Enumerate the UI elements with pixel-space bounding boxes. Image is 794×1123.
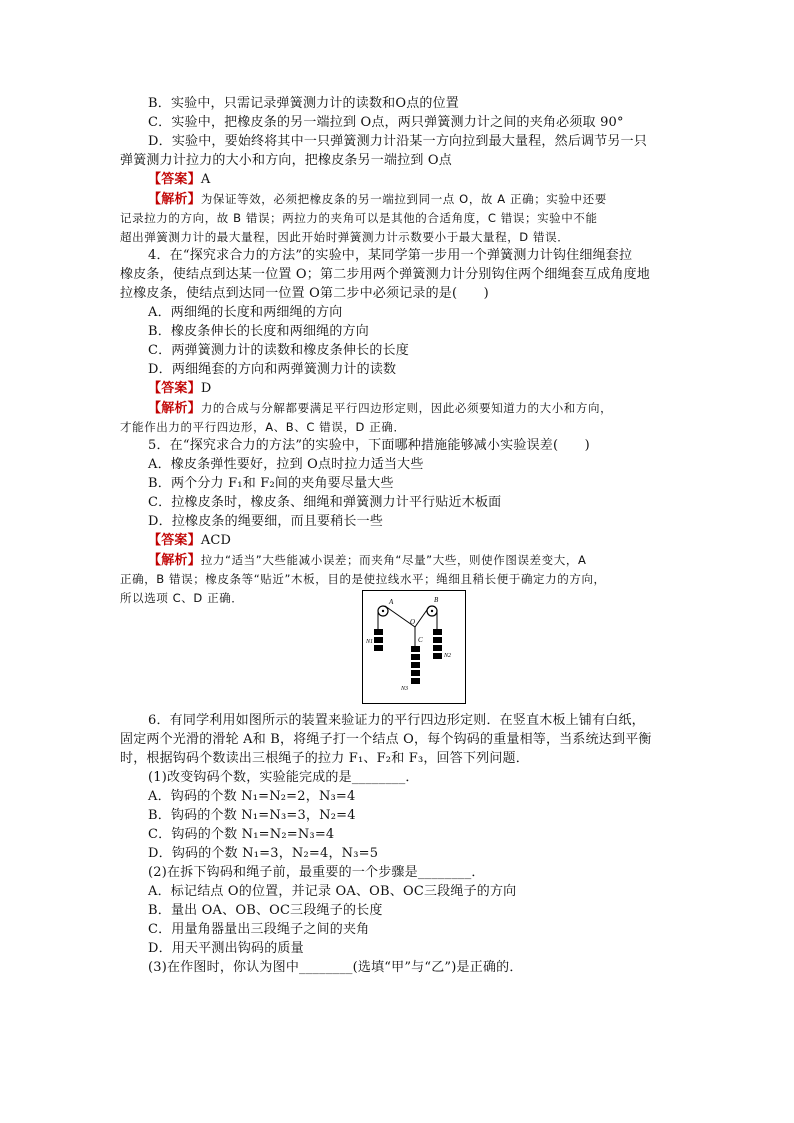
q6-part1-option-b: B．钩码的个数 N₁=N₃=3，N₂=4	[148, 808, 356, 823]
q3-answer	[148, 171, 210, 189]
q6-part1-option-a: A．钩码的个数 N₁=N₂=2，N₃=4	[148, 789, 356, 804]
explanation-label: 【解析】	[148, 401, 201, 416]
q3-option-d-line1: D．实验中，要始终将其中一只弹簧测力计沿某一方向拉到最大量程，然后调节另一只	[148, 134, 648, 149]
label-o: O	[410, 618, 416, 626]
explanation-text: 为保证等效，必须把橡皮条的另一端拉到同一点 O，故 A 正确；实验中还要	[200, 192, 607, 206]
answer-label: 【答案】	[148, 172, 201, 187]
q6-stem-line1: 6．有同学利用如图所示的装置来验证力的平行四边形定则．在竖直木板上铺有白纸，	[148, 713, 645, 728]
q4-answer	[148, 380, 211, 398]
q4-option-d: D．两细绳套的方向和两弹簧测力计的读数	[148, 362, 397, 377]
weights-n1	[374, 629, 383, 651]
label-n3: N3	[401, 686, 409, 692]
label-b: B	[434, 596, 439, 604]
explanation-label: 【解析】	[148, 192, 201, 207]
explanation-text: 力的合成与分解都要满足平行四边形定则，因此必须要知道力的大小和方向，	[200, 401, 613, 415]
weights-n3	[411, 646, 420, 684]
q6-part1-stem: (1)改变钩码个数，实验能完成的是________．	[148, 770, 419, 785]
label-n2: N2	[444, 653, 452, 659]
q6-stem-line3: 时，根据钩码个数读出三根绳子的拉力 F₁、F₂和 F₃，回答下列问题．	[120, 751, 529, 766]
q5-option-d: D．拉橡皮条的绳要细，而且要稍长一些	[148, 514, 384, 529]
q5-explanation-line1	[148, 551, 586, 570]
label-n1: N1	[366, 639, 374, 645]
q5-explanation-line2: 正确，B 错误；橡皮条等“贴近”木板，目的是使拉线水平；绳细且稍长便于确定力的方向，	[120, 572, 606, 586]
q3-option-d-line2: 弹簧测力计拉力的大小和方向，把橡皮条另一端拉到 O点	[120, 153, 452, 168]
answer-label: 【答案】	[148, 533, 201, 548]
q6-part1-option-d: D．钩码的个数 N₁=3，N₂=4，N₃=5	[148, 846, 379, 861]
q6-part2-option-b: B．量出 OA、OB、OC三段绳子的长度	[148, 903, 383, 918]
q3-option-c: C．实验中，把橡皮条的另一端拉到 O点，两只弹簧测力计之间的夹角必须取 90°	[148, 115, 624, 130]
answer-value: ACD	[200, 533, 232, 548]
explanation-text: 拉力“适当”大些能减小误差；而夹角“尽量”大些，则使作图误差变大，A	[200, 553, 587, 567]
q5-option-b: B．两个分力 F₁和 F₂间的夹角要尽量大些	[148, 476, 394, 491]
q5-answer	[148, 532, 231, 550]
q4-option-a: A．两细绳的长度和两细绳的方向	[148, 305, 343, 320]
q4-explanation-line1	[148, 399, 612, 418]
weights-n2	[433, 629, 442, 659]
q6-part1-option-c: C．钩码的个数 N₁=N₂=N₃=4	[148, 827, 335, 842]
pulley-diagram	[363, 591, 465, 703]
q6-part2-stem: (2)在拆下钩码和绳子前，最重要的一个步骤是________．	[148, 865, 485, 880]
q5-explanation-line3: 所以选项 C、D 正确．	[120, 591, 244, 605]
answer-value: D	[200, 381, 212, 396]
answer-value: A	[200, 172, 211, 187]
q3-option-b: B．实验中，只需记录弹簧测力计的读数和O点的位置	[148, 96, 460, 111]
q6-part3-stem: (3)在作图时，你认为图中________(选填“甲”与“乙”)是正确的．	[148, 960, 523, 975]
q6-part2-option-a: A．标记结点 O的位置，并记录 OA、OB、OC三段绳子的方向	[148, 884, 517, 899]
q5-option-c: C．拉橡皮条时，橡皮条、细绳和弹簧测力计平行贴近木板面	[148, 495, 502, 510]
q4-option-b: B．橡皮条伸长的长度和两细绳的方向	[148, 324, 369, 339]
q5-option-a: A．橡皮条弹性要好，拉到 O点时拉力适当大些	[148, 457, 424, 472]
q4-stem-line3: 拉橡皮条，使结点到达同一位置 O第二步中必须记录的是( )	[120, 286, 489, 301]
q4-stem-line1: 4．在“探究求合力的方法”的实验中，某同学第一步用一个弹簧测力计钩住细绳套拉	[148, 248, 633, 263]
explanation-label: 【解析】	[148, 553, 201, 568]
q3-explanation-line3: 超出弹簧测力计的最大量程，因此开始时弹簧测力计示数要小于最大量程，D 错误．	[120, 230, 570, 244]
q6-part2-option-d: D．用天平测出钩码的质量	[148, 941, 304, 956]
label-c: C	[418, 636, 423, 644]
q6-part2-option-c: C．用量角器量出三段绳子之间的夹角	[148, 922, 370, 937]
q3-explanation-line1	[148, 190, 607, 209]
pulley-figure	[362, 590, 466, 704]
q4-option-c: C．两弹簧测力计的读数和橡皮条伸长的长度	[148, 343, 409, 358]
q4-stem-line2: 橡皮条，使结点到达某一位置 O；第二步用两个弹簧测力计分别钩住两个细绳套互成角度地	[120, 267, 650, 282]
answer-label: 【答案】	[148, 381, 201, 396]
label-a: A	[389, 598, 394, 606]
q5-stem: 5．在“探究求合力的方法”的实验中，下面哪种措施能够减小实验误差( )	[148, 438, 590, 453]
q6-stem-line2: 固定两个光滑的滑轮 A和 B，将绳子打一个结点 O，每个钩码的重量相等，当系统达到平衡	[120, 732, 652, 747]
q4-explanation-line2: 才能作出力的平行四边形，A、B、C 错误，D 正确．	[120, 420, 406, 434]
q3-explanation-line2: 记录拉力的方向，故 B 错误；两拉力的夹角可以是其他的合适角度，C 错误；实验中不能	[120, 211, 598, 225]
rope-ob	[415, 607, 429, 627]
